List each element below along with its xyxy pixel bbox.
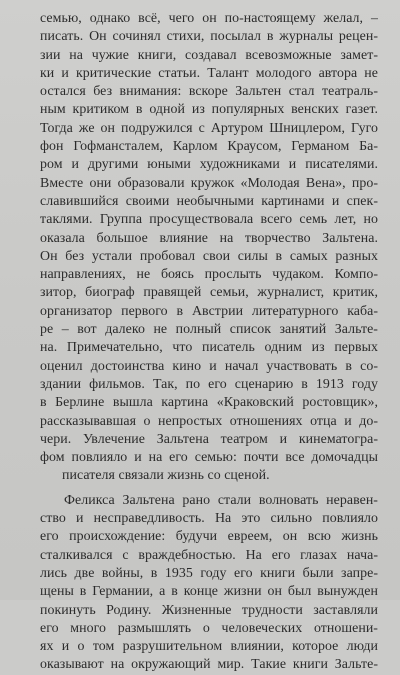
text-line: щены в Германии, а в конце жизни он был вынужден xyxy=(40,584,378,600)
text-line: славившийся своими необычными картинами и спек- xyxy=(40,193,378,209)
text-line: Феликса Зальтена рано стали волновать неравен- xyxy=(64,492,378,508)
text-line: Он без устали пробовал свои силы в самых разных xyxy=(40,248,378,264)
text-line: лись две войны, в 1935 году его книги были запре- xyxy=(40,565,378,581)
text-line: его происхождение: будучи евреем, он всю жизнь xyxy=(40,529,378,545)
text-line: в Берлине вышла картина «Краковский ростовщик», xyxy=(40,395,378,411)
text-line: Тогда же он подружился с Артуром Шницлером, Гуго xyxy=(40,120,378,136)
text-line: ях и о том разрушительном влиянии, которое люди xyxy=(40,639,378,655)
text-line: зитор, биограф правящей семьи, журналист, критик, xyxy=(40,285,378,301)
text-line: ре – вот далеко не полный список занятий Зальте- xyxy=(40,322,378,338)
text-line: его много размышлять о человеческих отношени- xyxy=(40,620,378,636)
text-line: ки и критические статьи. Талант молодого автора не xyxy=(40,65,378,81)
text-line: оказала большое влияние на творчество Зальтена. xyxy=(40,230,378,246)
paragraph-2 xyxy=(40,492,378,675)
text-line: оказывают на окружающий мир. Такие книги Зальте- xyxy=(40,657,378,673)
text-line: ство и несправедливость. На это сильно повлияло xyxy=(40,511,378,527)
text-line: ром и другими юными художниками и писателями. xyxy=(40,157,378,173)
text-line: организатор первого в Австрии литературного каба- xyxy=(40,303,378,319)
text-line: фон Гофмансталем, Карлом Краусом, Германом Ба- xyxy=(40,139,378,155)
text-line: направлениях, не боясь прослыть чудаком. Компо- xyxy=(40,267,378,283)
text-line: здании фильмов. Так, по его сценарию в 1913 году xyxy=(40,376,378,392)
text-line: на. Примечательно, что писатель одним из первых xyxy=(40,340,378,356)
text-line: покинуть Родину. Жизненные трудности заставляли xyxy=(40,602,378,618)
text-line: сталкивался с враждебностью. На его глазах нача- xyxy=(40,547,378,563)
text-line: оценил достоинства кино и начал участвовать в со- xyxy=(40,358,378,374)
text-line: чери. Увлечение Зальтена театром и кинематогра- xyxy=(40,431,378,447)
text-line: писать. Он сочинял стихи, посылал в журналы рецен- xyxy=(40,29,378,45)
text-line: ным критиком в одной из популярных венских газет. xyxy=(40,102,378,118)
text-line: фом повлияло и на его семью: почти все домочадцы xyxy=(40,450,378,466)
text-line: остался без внимания: вскоре Зальтен стал театраль- xyxy=(40,84,378,100)
paragraph-1 xyxy=(40,10,378,486)
text-line: зии на чужие книги, создавал всевозможные замет- xyxy=(40,47,378,63)
text-line: таклями. Группа просуществовала всего семь лет, но xyxy=(40,212,378,228)
text-line: рассказывавшая о непростых отношениях отца и до- xyxy=(40,413,378,429)
text-line: писателя связали жизнь со сценой. xyxy=(62,468,270,484)
text-line: семью, однако всё, чего он по-настоящему желал, – xyxy=(40,11,378,26)
text-line: Вместе они образовали кружок «Молодая Вена», про- xyxy=(40,175,378,191)
